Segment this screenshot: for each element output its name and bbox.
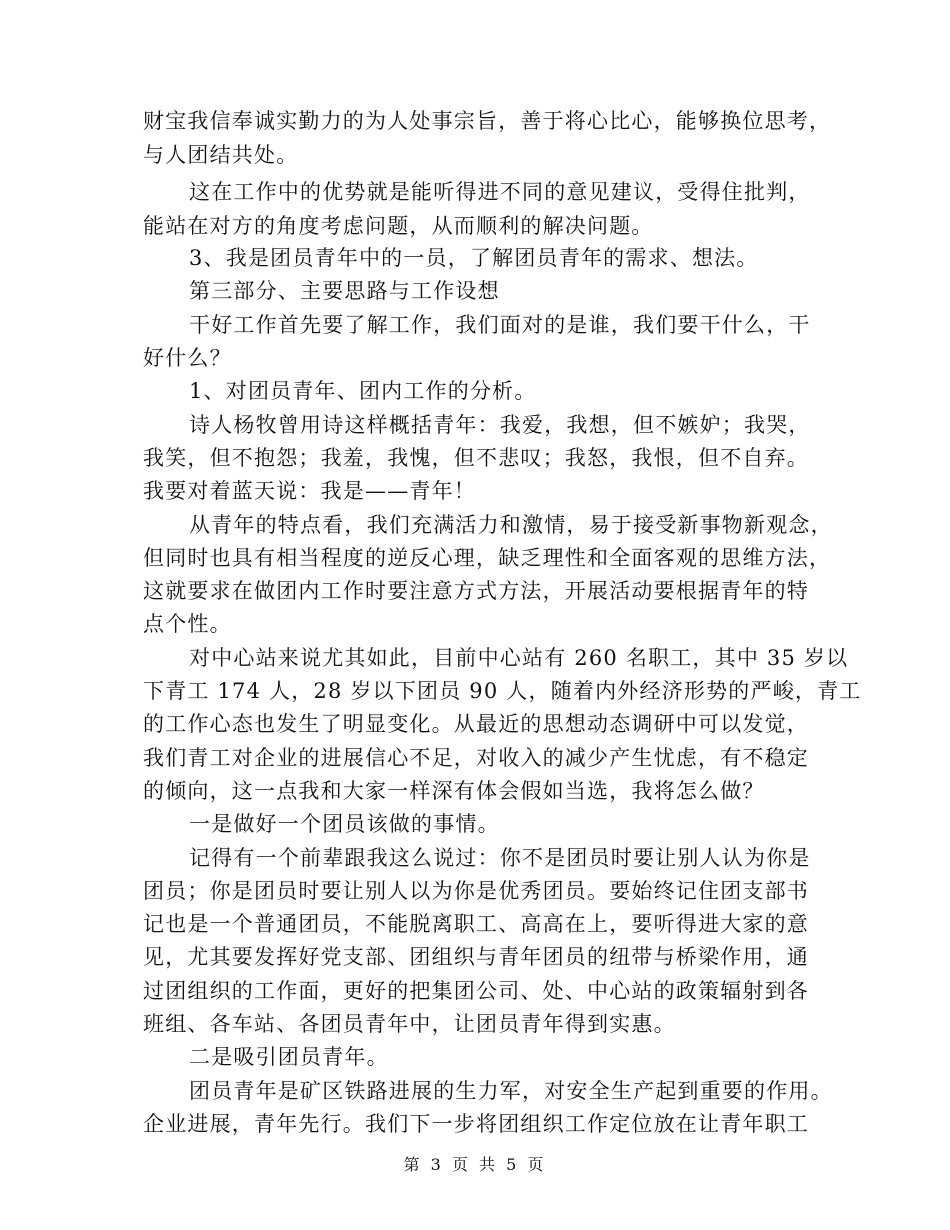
text-line: 点个性。	[143, 612, 232, 636]
text-line: 一是做好一个团员该做的事情。	[189, 812, 500, 836]
text-line: 从青年的特点看，我们充满活力和激情，易于接受新事物新观念，	[189, 513, 833, 537]
text-line: 1、对团员青年、团内工作的分析。	[189, 379, 537, 403]
text-line: 但同时也具有相当程度的逆反心理，缺乏理性和全面客观的思维方法，	[143, 546, 832, 570]
text-line: 见，尤其要发挥好党支部、团组织与青年团员的纽带与桥梁作用，通	[143, 945, 809, 969]
text-line: 记也是一个普通团员，不能脱离职工、高高在上，要听得进大家的意	[143, 912, 809, 936]
text-line: 过团组织的工作面，更好的把集团公司、处、中心站的政策辐射到各	[143, 979, 809, 1003]
text-line: 对中心站来说尤其如此，目前中心站有 260 名职工，其中 35 岁以	[189, 646, 849, 670]
section-heading: 第三部分、主要思路与工作设想	[189, 279, 500, 303]
text-line: 能站在对方的角度考虑问题，从而顺利的解决问题。	[143, 214, 654, 238]
text-line: 这在工作中的优势就是能听得进不同的意见建议，受得住批判，	[189, 180, 811, 204]
text-line: 我要对着蓝天说：我是——青年！	[143, 479, 476, 503]
text-line: 这就要求在做团内工作时要注意方式方法，开展活动要根据青年的特	[143, 579, 809, 603]
text-line: 下青工 174 人，28 岁以下团员 90 人，随着内外经济形势的严峻，青工	[143, 679, 862, 703]
text-line: 的倾向，这一点我和大家一样深有体会假如当选，我将怎么做？	[143, 779, 765, 803]
text-line: 企业进展，青年先行。我们下一步将团组织工作定位放在让青年职工	[143, 1112, 809, 1136]
page-number-footer: 第 3 页 共 5 页	[403, 1155, 547, 1174]
text-line: 3、我是团员青年中的一员，了解团员青年的需求、想法。	[189, 246, 759, 270]
text-line: 财宝我信奉诚实勤力的为人处事宗旨，善于将心比心，能够换位思考，	[143, 109, 832, 133]
text-line: 记得有一个前辈跟我这么说过：你不是团员时要让别人认为你是	[189, 846, 811, 870]
text-line: 好什么？	[143, 346, 232, 370]
text-line: 与人团结共处。	[143, 143, 299, 167]
text-line: 干好工作首先要了解工作，我们面对的是谁，我们要干什么，干	[189, 313, 811, 337]
text-line: 我笑，但不抱怨；我羞，我愧，但不悲叹；我怒，我恨，但不自弃。	[143, 446, 809, 470]
text-line: 团员青年是矿区铁路进展的生力军，对安全生产起到重要的作用。	[189, 1079, 833, 1103]
text-line: 的工作心态也发生了明显变化。从最近的思想动态调研中可以发觉，	[143, 712, 809, 736]
text-line: 诗人杨牧曾用诗这样概括青年：我爱，我想，但不嫉妒；我哭，	[189, 413, 811, 437]
text-line: 班组、各车站、各团员青年中，让团员青年得到实惠。	[143, 1012, 676, 1036]
text-line: 我们青工对企业的进展信心不足，对收入的减少产生忧虑，有不稳定	[143, 746, 809, 770]
text-line: 二是吸引团员青年。	[189, 1045, 389, 1069]
text-line: 团员；你是团员时要让别人以为你是优秀团员。要始终记住团支部书	[143, 879, 809, 903]
